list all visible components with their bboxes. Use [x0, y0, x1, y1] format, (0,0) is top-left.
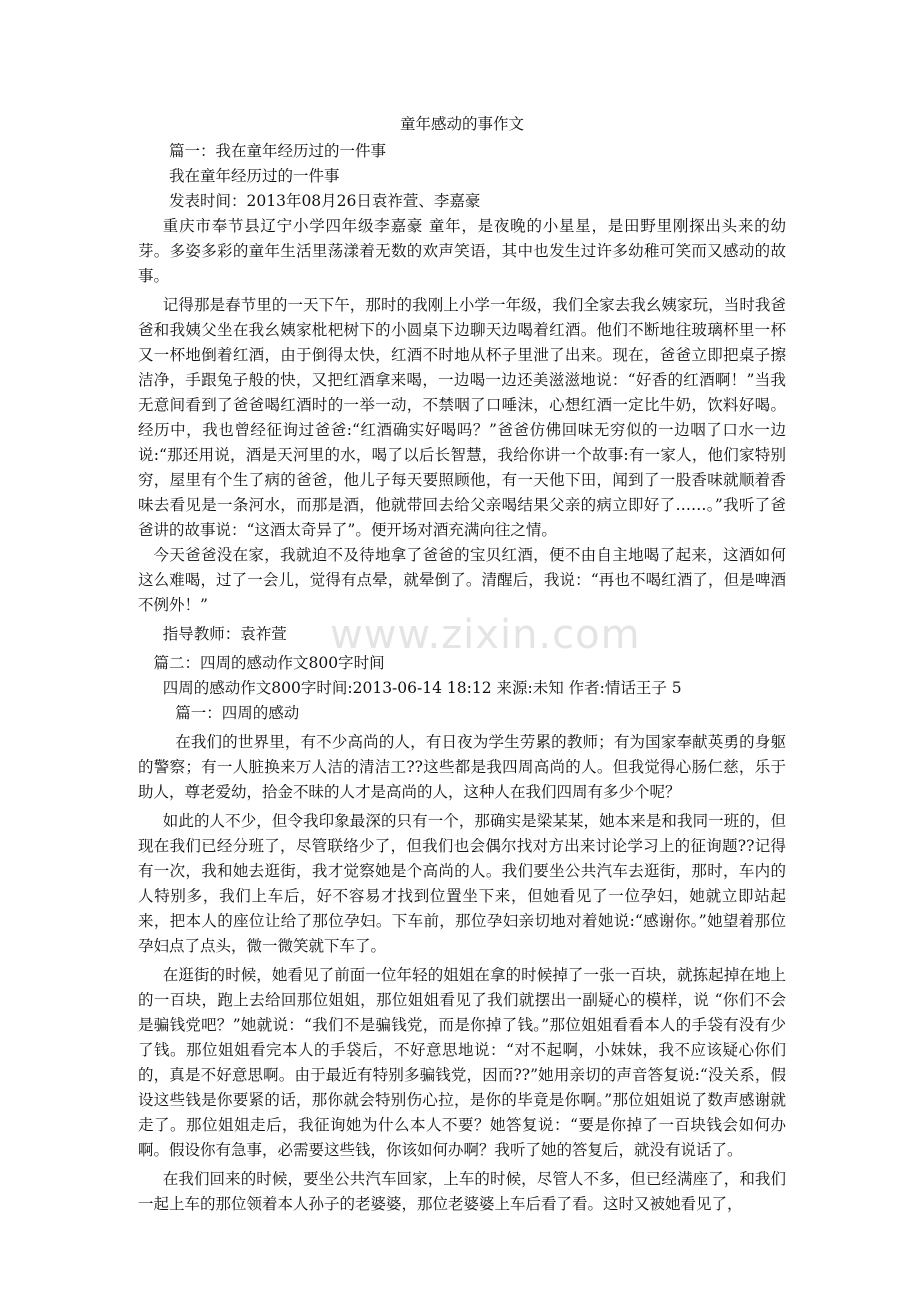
- paragraph: 在逛街的时候，她看见了前面一位年轻的姐姐在拿的时候掉了一张一百块，就拣起掉在地上的一百块，跑上去给回那位姐姐，那位姐姐看见了我们就摆出一副疑心的模样，说 “你们不会是骗钱党吧？”她就说：“我们不是骗钱党，而是你掉了钱。”那位姐姐看看本人的手袋有没有少了钱。那位姐姐看完本人的手袋后，不好意思地说：“对不起啊，小妹妹，我不应该疑心你们的，真是不好意思啊。由于最近有特别多骗钱党，因而??”她用亲切的声音答复说:“没关系，假设这些钱是你要紧的话，那你就会特别伤心拉，是你的毕竟是你啊。”那位姐姐说了数声感谢就走了。那位姐姐走后，我征询她为什么本人不要？她答复说：“要是你掉了一百块钱会如何办啊。假设你有急事，必需要这些钱，你该如何办啊？我听了她的答复后，就没有说话了。: [138, 966, 786, 1159]
- section-heading-1: 篇一：我在童年经历过的一件事: [169, 142, 387, 160]
- teacher-line: 指导教师：袁祚萱: [162, 625, 287, 643]
- document-title: 童年感动的事作文: [399, 115, 524, 133]
- article-title: 我在童年经历过的一件事: [169, 167, 340, 185]
- paragraph: 重庆市奉节县辽宁小学四年级李嘉豪 童年，是夜晚的小星星，是田野里刚探出头来的幼芽。多姿多彩的童年生活里荡漾着无数的欢声笑语，其中也发生过许多幼稚可笑而又感动的故事。: [138, 217, 786, 285]
- section-heading-2: 篇二：四周的感动作文800字时间: [153, 654, 385, 672]
- paragraph: 如此的人不少，但令我印象最深的只有一个，那确实是梁某某，她本来是和我同一班的，但现在我们已经分班了，尽管联络少了，但我们也会偶尔找对方出来讨论学习上的征询题??记得有一次，我和她去逛街，我才觉察她是个高尚的人。我们要坐公共汽车去逛街，那时，车内的人特别多，我们上车后，好不容易才找到位置坐下来，但她看见了一位孕妇，她就立即站起来，把本人的座位让给了那位孕妇。下车前，那位孕妇亲切地对着她说:“感谢你。”她望着那位孕妇点了点头，微一微笑就下车了。: [138, 812, 786, 955]
- paragraph: 在我们的世界里，有不少高尚的人，有日夜为学生劳累的教师；有为国家奉献英勇的身躯的警察；有一人脏换来万人洁的清洁工??这些都是我四周高尚的人。但我觉得心肠仁慈，乐于助人，尊老爱幼，拾金不昧的人才是高尚的人，这种人在我们四周有多少个呢？: [138, 733, 786, 801]
- publish-info: 发表时间：2013年08月26日袁祚萱、李嘉豪: [169, 192, 481, 210]
- document-page: [138, 112, 786, 1217]
- article-meta: 四周的感动作文800字时间:2013-06-14 18:12 来源:未知 作者:情话王子 5: [162, 679, 682, 697]
- watermark: www.zixin.com: [330, 612, 641, 658]
- subsection-heading: 篇一：四周的感动: [175, 704, 300, 722]
- paragraph: 在我们回来的时候，要坐公共汽车回家，上车的时候，尽管人不多，但已经满座了，和我们一起上车的那位领着本人孙子的老婆婆，那位老婆婆上车后看了看。这时又被她看见了，: [138, 1170, 786, 1213]
- paragraph: 今天爸爸没在家，我就迫不及待地拿了爸爸的宝贝红酒，便不由自主地喝了起来，这酒如何这么难喝，过了一会儿，觉得有点晕，就晕倒了。清醒后，我说：“再也不喝红酒了，但是啤酒不例外！”: [138, 546, 786, 614]
- paragraph: 记得那是春节里的一天下午，那时的我刚上小学一年级，我们全家去我幺姨家玩，当时我爸爸和我姨父坐在我幺姨家枇杷树下的小圆桌下边聊天边喝着红酒。他们不断地往玻璃杯里一杯又一杯地倒着红酒，由于倒得太快，红酒不时地从杯子里泄了出来。现在，爸爸立即把桌子擦洁净，手跟兔子般的快，又把红酒拿来喝，一边喝一边还美滋滋地说：“好香的红酒啊！”当我无意间看到了爸爸喝红酒时的一举一动，不禁咽了口唾沫，心想红酒一定比牛奶，饮料好喝。经历中，我也曾经征询过爸爸:“红酒确实好喝吗？”爸爸仿佛回味无穷似的一边咽了口水一边说:“那还用说，酒是天河里的水，喝了以后长智慧，我给你讲一个故事:有一家人，他们家特别穷，屋里有个生了病的爸爸，他儿子每天要照顾他，有一天他下田，闻到了一股香味就顺着香味去看见是一条河水，而那是酒，他就带回去给父亲喝结果父亲的病立即好了……。”我听了爸爸讲的故事说：“这酒太奇异了”。便开场对酒充满向往之情。: [138, 296, 786, 539]
